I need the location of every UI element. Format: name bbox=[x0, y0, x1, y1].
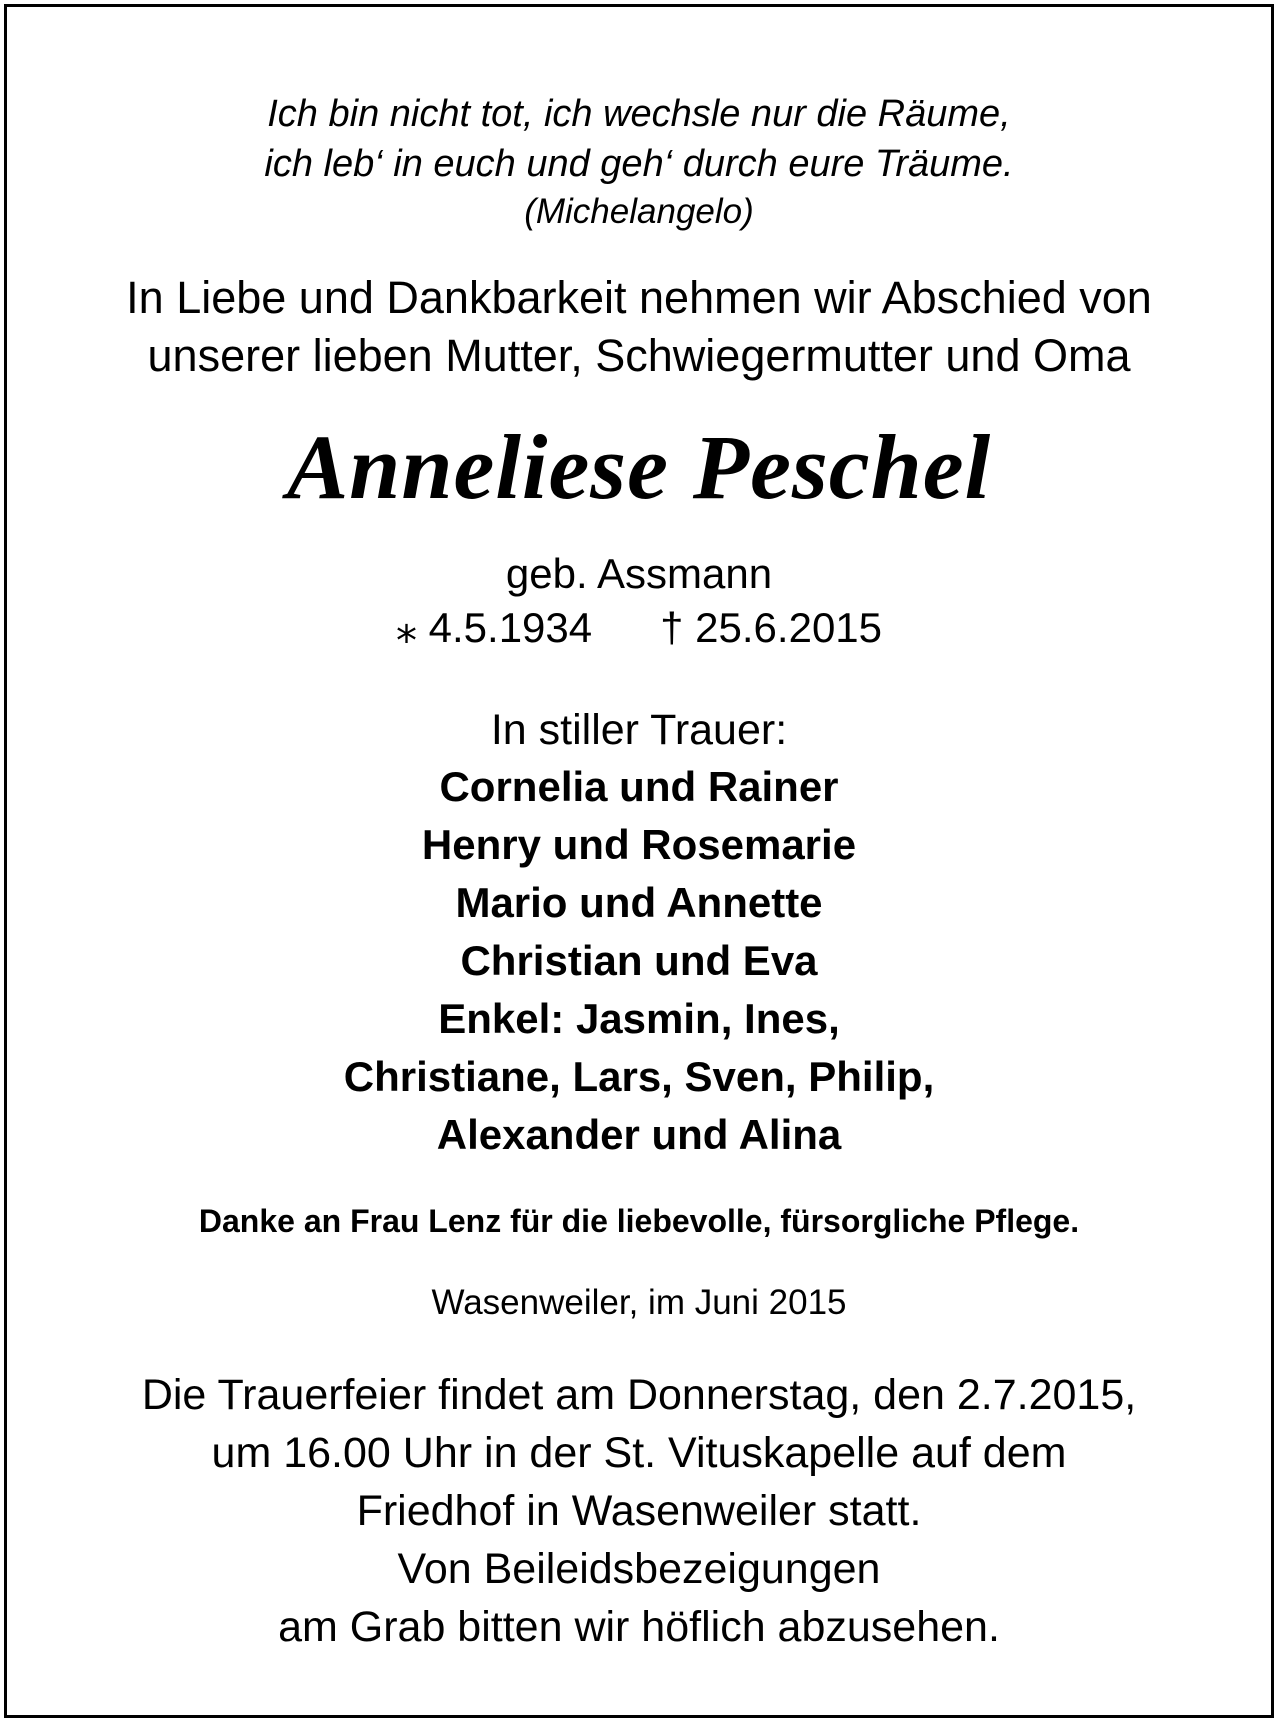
mourners-label: In stiller Trauer: bbox=[490, 706, 788, 754]
mourner-line: Henry und Rosemarie bbox=[421, 821, 857, 868]
ceremony-line: am Grab bitten wir höflich abzusehen. bbox=[278, 1603, 1000, 1651]
ceremony-line: um 16.00 Uhr in der St. Vituskapelle auf dem bbox=[211, 1429, 1067, 1477]
intro-line: unserer lieben Mutter, Schwiegermutter und Oma bbox=[147, 330, 1131, 381]
ceremony-info bbox=[7, 1366, 1271, 1656]
mourner-line: Enkel: Jasmin, Ines, bbox=[438, 995, 840, 1042]
quote-line: ich leb‘ in euch und geh‘ durch eure Träume. bbox=[264, 143, 1014, 185]
mourner-line: Cornelia und Rainer bbox=[439, 763, 839, 810]
memorial-quote bbox=[7, 89, 1271, 235]
mourner-line: Christiane, Lars, Sven, Philip, bbox=[343, 1053, 935, 1100]
thanks-note: Danke an Frau Lenz für die liebevolle, fürsorgliche Pflege. bbox=[198, 1203, 1080, 1239]
quote-author: (Michelangelo) bbox=[524, 192, 754, 231]
obituary-notice bbox=[4, 4, 1274, 1718]
death-date: † 25.6.2015 bbox=[660, 604, 883, 651]
quote-line: Ich bin nicht tot, ich wechsle nur die Räume, bbox=[267, 93, 1011, 135]
mourner-line: Christian und Eva bbox=[460, 937, 818, 984]
ceremony-line: Von Beileidsbezeigungen bbox=[397, 1545, 881, 1593]
mourner-line: Alexander und Alina bbox=[436, 1111, 842, 1158]
place-date: Wasenweiler, im Juni 2015 bbox=[431, 1283, 847, 1322]
mourner-line: Mario und Annette bbox=[455, 879, 823, 926]
birth-death-info bbox=[7, 547, 1271, 655]
birth-date: ⁎ 4.5.1934 bbox=[395, 604, 593, 651]
deceased-name: Anneliese Peschel bbox=[286, 416, 992, 518]
maiden-name: geb. Assmann bbox=[505, 550, 773, 597]
intro-line: In Liebe und Dankbarkeit nehmen wir Abschied von bbox=[126, 272, 1152, 323]
farewell-intro bbox=[7, 269, 1271, 385]
mourners-list bbox=[7, 758, 1271, 1164]
ceremony-line: Die Trauerfeier findet am Donnerstag, den 2.7.2015, bbox=[141, 1371, 1137, 1419]
ceremony-line: Friedhof in Wasenweiler statt. bbox=[356, 1487, 922, 1535]
life-dates bbox=[7, 601, 1271, 655]
